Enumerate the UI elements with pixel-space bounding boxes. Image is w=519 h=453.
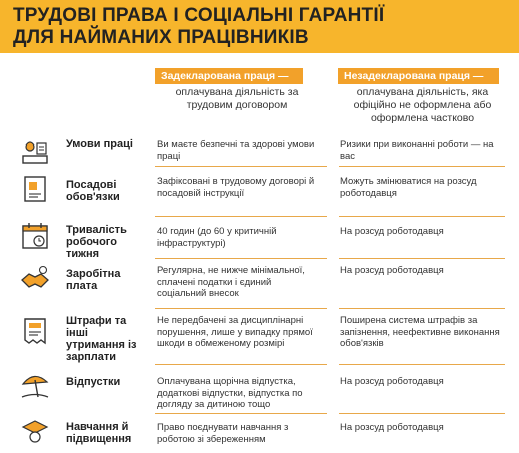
row-label-training: Навчання й підвищення [66, 421, 132, 445]
graduate-icon [20, 418, 50, 448]
undeclared-column-subtitle: оплачувана діяльність, яка офіційно не оформлена або оформлена частково [353, 86, 492, 124]
row-label-salary: Заробітна плата [66, 268, 121, 292]
job-document-icon [20, 174, 50, 204]
declared-vacations: Оплачувана щорічна відпустка, додаткові відпустки, відпустка по догляду за дитиною тощо [157, 376, 303, 410]
declared-column-subtitle: оплачувана діяльність за трудовим договором [175, 86, 299, 111]
declared-training: Право поєднувати навчання з роботою зі збереженням [157, 422, 289, 445]
fine-receipt-icon [20, 316, 50, 346]
undeclared-column-title: Незадекларована праця — [338, 68, 499, 84]
row-divider [155, 216, 505, 217]
undeclared-training: На розсуд роботодавця [340, 422, 444, 433]
row-divider [155, 413, 505, 414]
worker-safety-icon [20, 136, 50, 166]
undeclared-vacations: На розсуд роботодавця [340, 376, 444, 387]
declared-duties: Зафіксовані в трудовому договорі й посадовій інструкції [157, 176, 315, 199]
row-label-working-conditions: Умови праці [66, 138, 133, 150]
row-label-work-week: Тривалість робочого тижня [66, 224, 127, 260]
row-label-duties: Посадові обов'язки [66, 179, 120, 203]
undeclared-working-conditions: Ризики при виконанні роботи — на вас [340, 139, 494, 162]
declared-work-week: 40 годин (до 60 у критичній інфраструктурі) [157, 226, 277, 249]
declared-salary: Регулярна, не нижче мінімальної, сплачені податки і єдиний соціальний внесок [157, 265, 305, 299]
declared-column-title: Задекларована праця — [155, 68, 303, 84]
declared-fines: Не передбачені за дисциплінарні порушення, лише у випадку прямої шкоди в обмеженому розмірі [157, 315, 313, 349]
page-title-line-2: ДЛЯ НАЙМАНИХ ПРАЦІВНИКІВ [13, 27, 309, 48]
undeclared-salary: На розсуд роботодавця [340, 265, 444, 276]
row-label-fines: Штрафи та інші утримання із зарплати [66, 315, 137, 363]
row-label-vacations: Відпустки [66, 376, 121, 388]
row-divider [155, 166, 505, 167]
row-divider [155, 364, 505, 365]
undeclared-work-week: На розсуд роботодавця [340, 226, 444, 237]
handshake-money-icon [20, 264, 50, 294]
row-divider [155, 308, 505, 309]
page-title-line-1: ТРУДОВІ ПРАВА І СОЦІАЛЬНІ ГАРАНТІЇ [13, 5, 385, 26]
calendar-icon [20, 221, 50, 251]
declared-working-conditions: Ви маєте безпечні та здорові умови праці [157, 139, 315, 162]
row-divider [155, 258, 505, 259]
beach-umbrella-icon [20, 370, 50, 400]
undeclared-fines: Поширена система штрафів за запізнення, неефективне виконання обов'язків [340, 315, 500, 349]
header-banner [0, 0, 519, 53]
undeclared-duties: Можуть змінюватися на розсуд роботодавця [340, 176, 477, 199]
